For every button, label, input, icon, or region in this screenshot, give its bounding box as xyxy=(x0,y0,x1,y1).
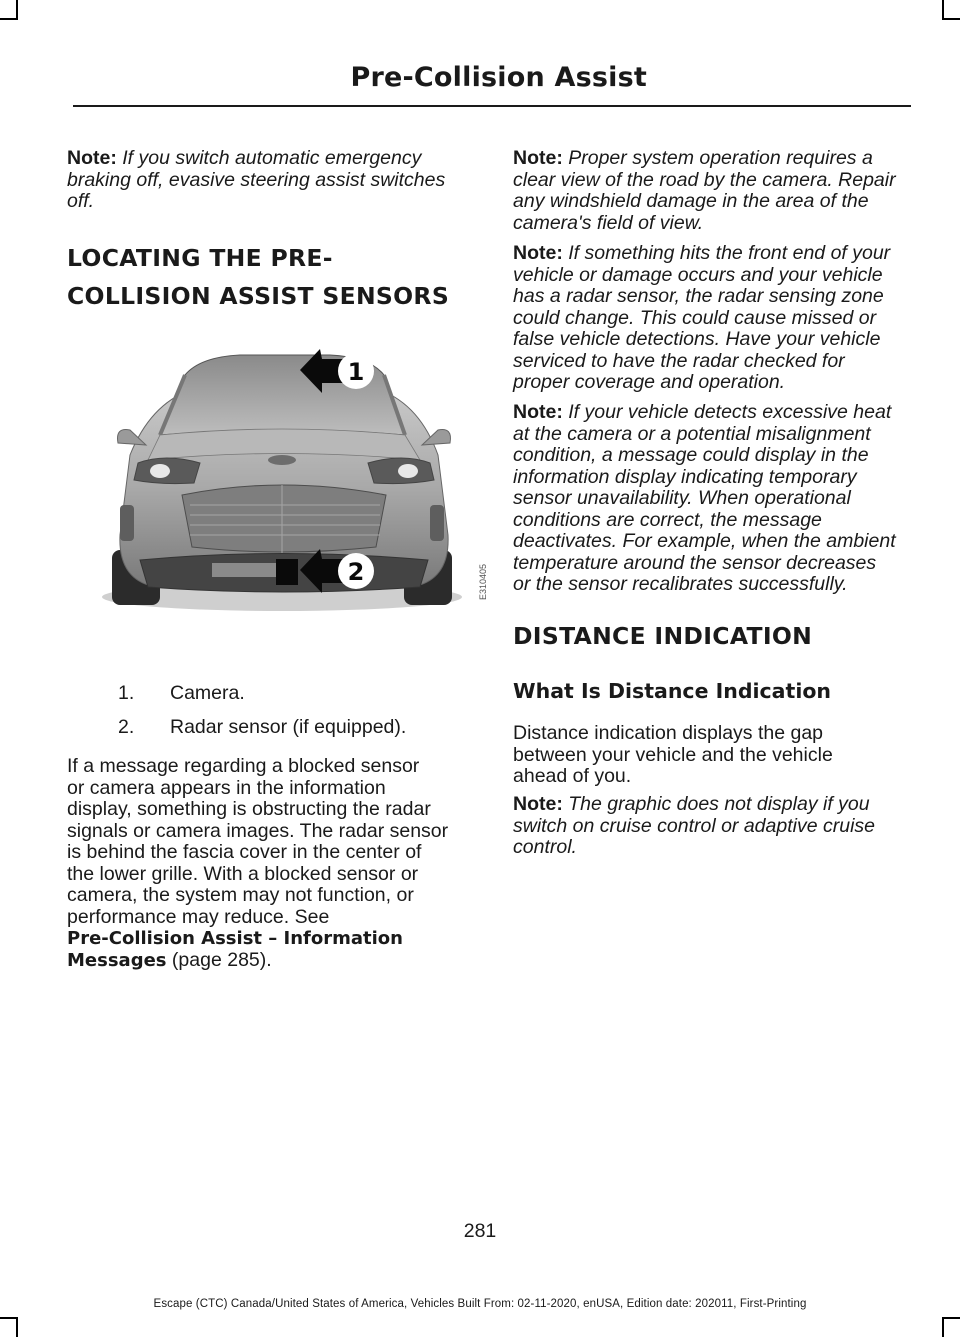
page-number: 281 xyxy=(463,1220,497,1242)
note-automatic-braking: Note: If you switch automatic emergency braking off, evasive steering assist switches off. xyxy=(67,147,446,212)
figure-code: E310405 xyxy=(478,563,488,600)
footer-edition-info: Escape (CTC) Canada/United States of America, Vehicles Built From: 02-11-2020, enUSA, Edition date: 202011, First-Printing xyxy=(153,1298,807,1310)
list-item-radar: Radar sensor (if equipped). xyxy=(170,716,407,738)
crop-mark xyxy=(16,0,18,20)
xref-link[interactable]: Pre-Collision Assist – Information xyxy=(67,928,403,949)
crop-mark xyxy=(942,0,944,20)
callout-radar-number: 2 xyxy=(347,558,365,586)
crop-mark xyxy=(942,1317,960,1319)
list-item-number: 1. xyxy=(118,682,135,704)
callout-camera-number: 1 xyxy=(347,358,365,386)
blocked-sensor-paragraph: If a message regarding a blocked sensor or camera appears in the information display, something is obstructing the radar signals or camera images. The radar sensor is behind the fascia cover in the center of the lower grille. With a blocked sensor or camera, the system may not function, or performance may reduce. See Pre-Collision Assist – Information Messages (page 285). xyxy=(67,755,449,971)
section-heading-locating: LOCATING THE PRE- COLLISION ASSIST SENSORS xyxy=(67,244,450,310)
xref-link[interactable]: Messages xyxy=(67,949,167,971)
section-heading-distance: DISTANCE INDICATION xyxy=(513,622,813,650)
header-rule xyxy=(73,105,911,107)
vehicle-front-illustration xyxy=(90,335,474,615)
page-title: Pre-Collision Assist xyxy=(350,62,647,93)
crop-mark xyxy=(0,1317,18,1319)
crop-mark xyxy=(16,1317,18,1337)
note-cruise-control: Note: The graphic does not display if you switch on cruise control or adaptive cruise control. xyxy=(513,793,875,858)
list-item-camera: Camera. xyxy=(170,682,245,704)
note-excessive-heat: Note: If your vehicle detects excessive heat at the camera or a potential misalignment condition, a message could display in the information display indicating temporary sensor unavailability. When operational conditions are correct, the message deactivates. For example, when the ambient temperature around the sensor decreases or the sensor recalibrates successfully. xyxy=(513,401,896,595)
crop-mark xyxy=(942,1317,944,1337)
subheading-what-is: What Is Distance Indication xyxy=(513,679,832,703)
crop-mark xyxy=(942,18,960,20)
note-radar-damage: Note: If something hits the front end of your vehicle or damage occurs and your vehicle has a radar sensor, the radar sensing zone could change. This could cause missed or false vehicle detections. Have your vehicle serviced to have the radar checked for proper coverage and operation. xyxy=(513,242,891,393)
list-item-number: 2. xyxy=(118,716,135,738)
crop-mark xyxy=(0,18,18,20)
note-camera-view: Note: Proper system operation requires a clear view of the road by the camera. Repair any windshield damage in the area of the camera's field of view. xyxy=(513,147,896,234)
distance-indication-paragraph: Distance indication displays the gap between your vehicle and the vehicle ahead of you. xyxy=(513,722,833,787)
